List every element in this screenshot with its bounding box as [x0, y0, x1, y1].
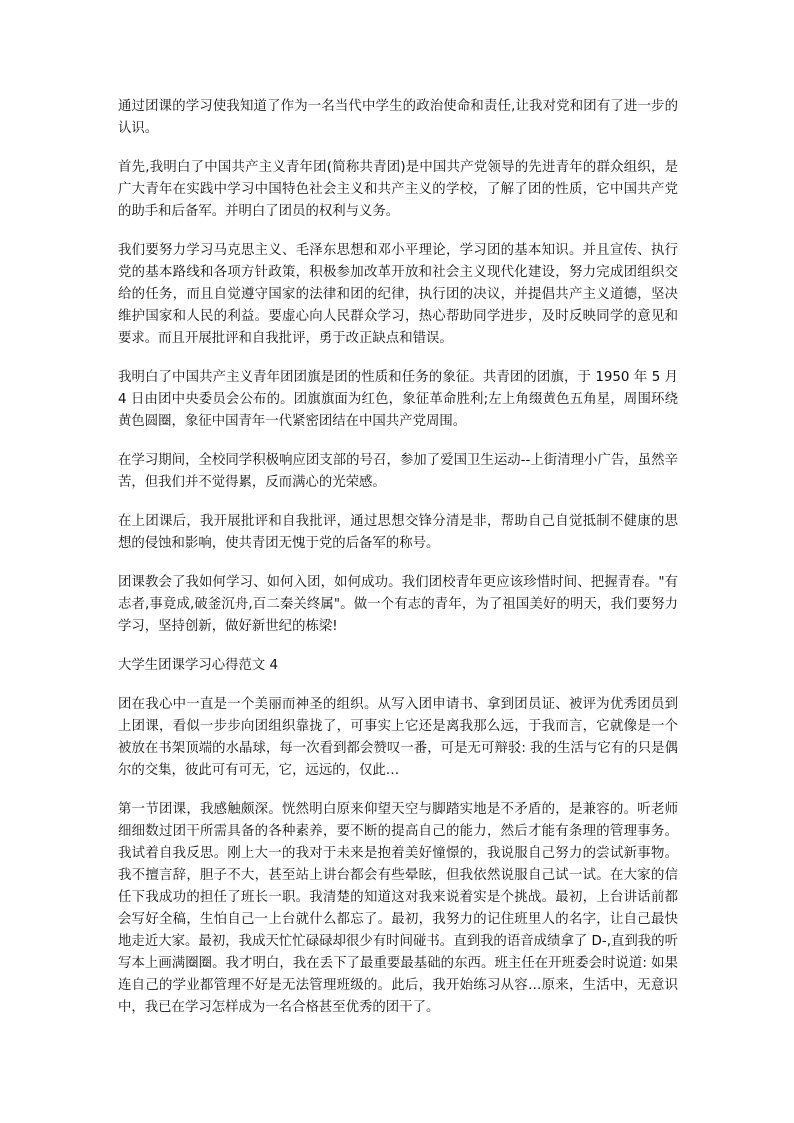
paragraph-study-duties: 我们要努力学习马克思主义、毛泽东思想和邓小平理论，学习团的基本知识。并且宣传、执行党的基本路线和各项方针政策，积极参加改革开放和社会主义现代化建设，努力完成团组织交给的任务，而且自觉遵守国家的法律和团的纪律，执行团的决议，并提倡共产主义道德，坚决维护国家和人民的利益。要虚心向人民群众学习，热心帮助同学进步，及时反映同学的意见和要求。而且开展批评和自我批评，勇于改正缺点和错误。	[118, 243, 678, 346]
paragraph-criticism: 在上团课后，我开展批评和自我批评，通过思想交锋分清是非，帮助自己自觉抵制不健康的思想的侵蚀和影响，使共青团无愧于党的后备军的称号。	[118, 514, 678, 551]
document-body	[118, 96, 678, 1036]
paragraph-league-flag: 我明白了中国共产主义青年团团旗是团的性质和任务的象征。共青团的团旗，于 1950 年 5 月 4 日由团中央委员会公布的。团旗旗面为红色，象征革命胜利;左上角缀黄色五角星，周围环绕黄色圆圈，象征中国青年一代紧密团结在中国共产党周围。	[118, 370, 678, 429]
paragraph-intro: 通过团课的学习使我知道了作为一名当代中学生的政治使命和责任,让我对党和团有了进一步的认识。	[118, 99, 678, 136]
paragraph-first-lesson: 第一节团课，我感触颇深。恍然明白原来仰望天空与脚踏实地是不矛盾的，是兼容的。听老师细细数过团干所需具备的各种素养，要不断的提高自己的能力，然后才能有条理的管理事务。我试着自我反思。刚上大一的我对于未来是抱着美好憧憬的，我说服自己努力的尝试新事物。我不擅言辞，胆子不大，甚至站上讲台都会有些晕眩，但我依然说服自己试一试。在大家的信任下我成功的担任了班长一职。我清楚的知道这对我来说着实是个挑战。最初，上台讲话前都会写好全稿，生怕自己一上台就什么都忘了。最初，我努力的记住班里人的名字，让自己最快地走近大家。最初，我成天忙忙碌碌却很少有时间碰书。直到我的语音成绩拿了 D-,直到我的听写本上画满圈圈。我才明白，我在丢下了最重要最基础的东西。班主任在开班委会时说道: 如果连自己的学业都管理不好是无法管理班级的。此后，我开始练习从容…原来，生活中，无意识中，我已在学习怎样成为一名合格甚至优秀的团干了。	[118, 802, 678, 1015]
paragraph-study-period: 在学习期间，全校同学积极响应团支部的号召，参加了爱国卫生运动--上街清理小广告，虽然辛苦，但我们并不觉得累，反而满心的光荣感。	[118, 453, 678, 490]
paragraph-youth-league-nature: 首先,我明白了中国共产主义青年团(简称共青团)是中国共产党领导的先进青年的群众组织，是广大青年在实践中学习中国特色社会主义和共产主义的学校，了解了团的性质，它中国共产党的助手和后备军。并明白了团员的权利与义务。	[118, 160, 678, 219]
paragraph-league-in-heart: 团在我心中一直是一个美丽而神圣的组织。从写入团申请书、拿到团员证、被评为优秀团员到上团课，看似一步步向团组织靠拢了，可事实上它还是离我那么远，于我而言，它就像是一个被放在书架顶端的水晶球，每一次看到都会赞叹一番，可是无可辩驳: 我的生活与它有的只是偶尔的交集，彼此可有可无，它，远远的，仅此…	[118, 697, 678, 778]
paragraph-conclusion: 团课教会了我如何学习、如何入团，如何成功。我们团校青年更应该珍惜时间、把握青春。"有志者,事竟成,破釜沉舟,百二秦关终属"。做一个有志的青年，为了祖国美好的明天，我们要努力学习，坚持创新，做好新世纪的栋梁!	[118, 575, 678, 634]
section-heading: 大学生团课学习心得范文 4	[118, 658, 279, 673]
